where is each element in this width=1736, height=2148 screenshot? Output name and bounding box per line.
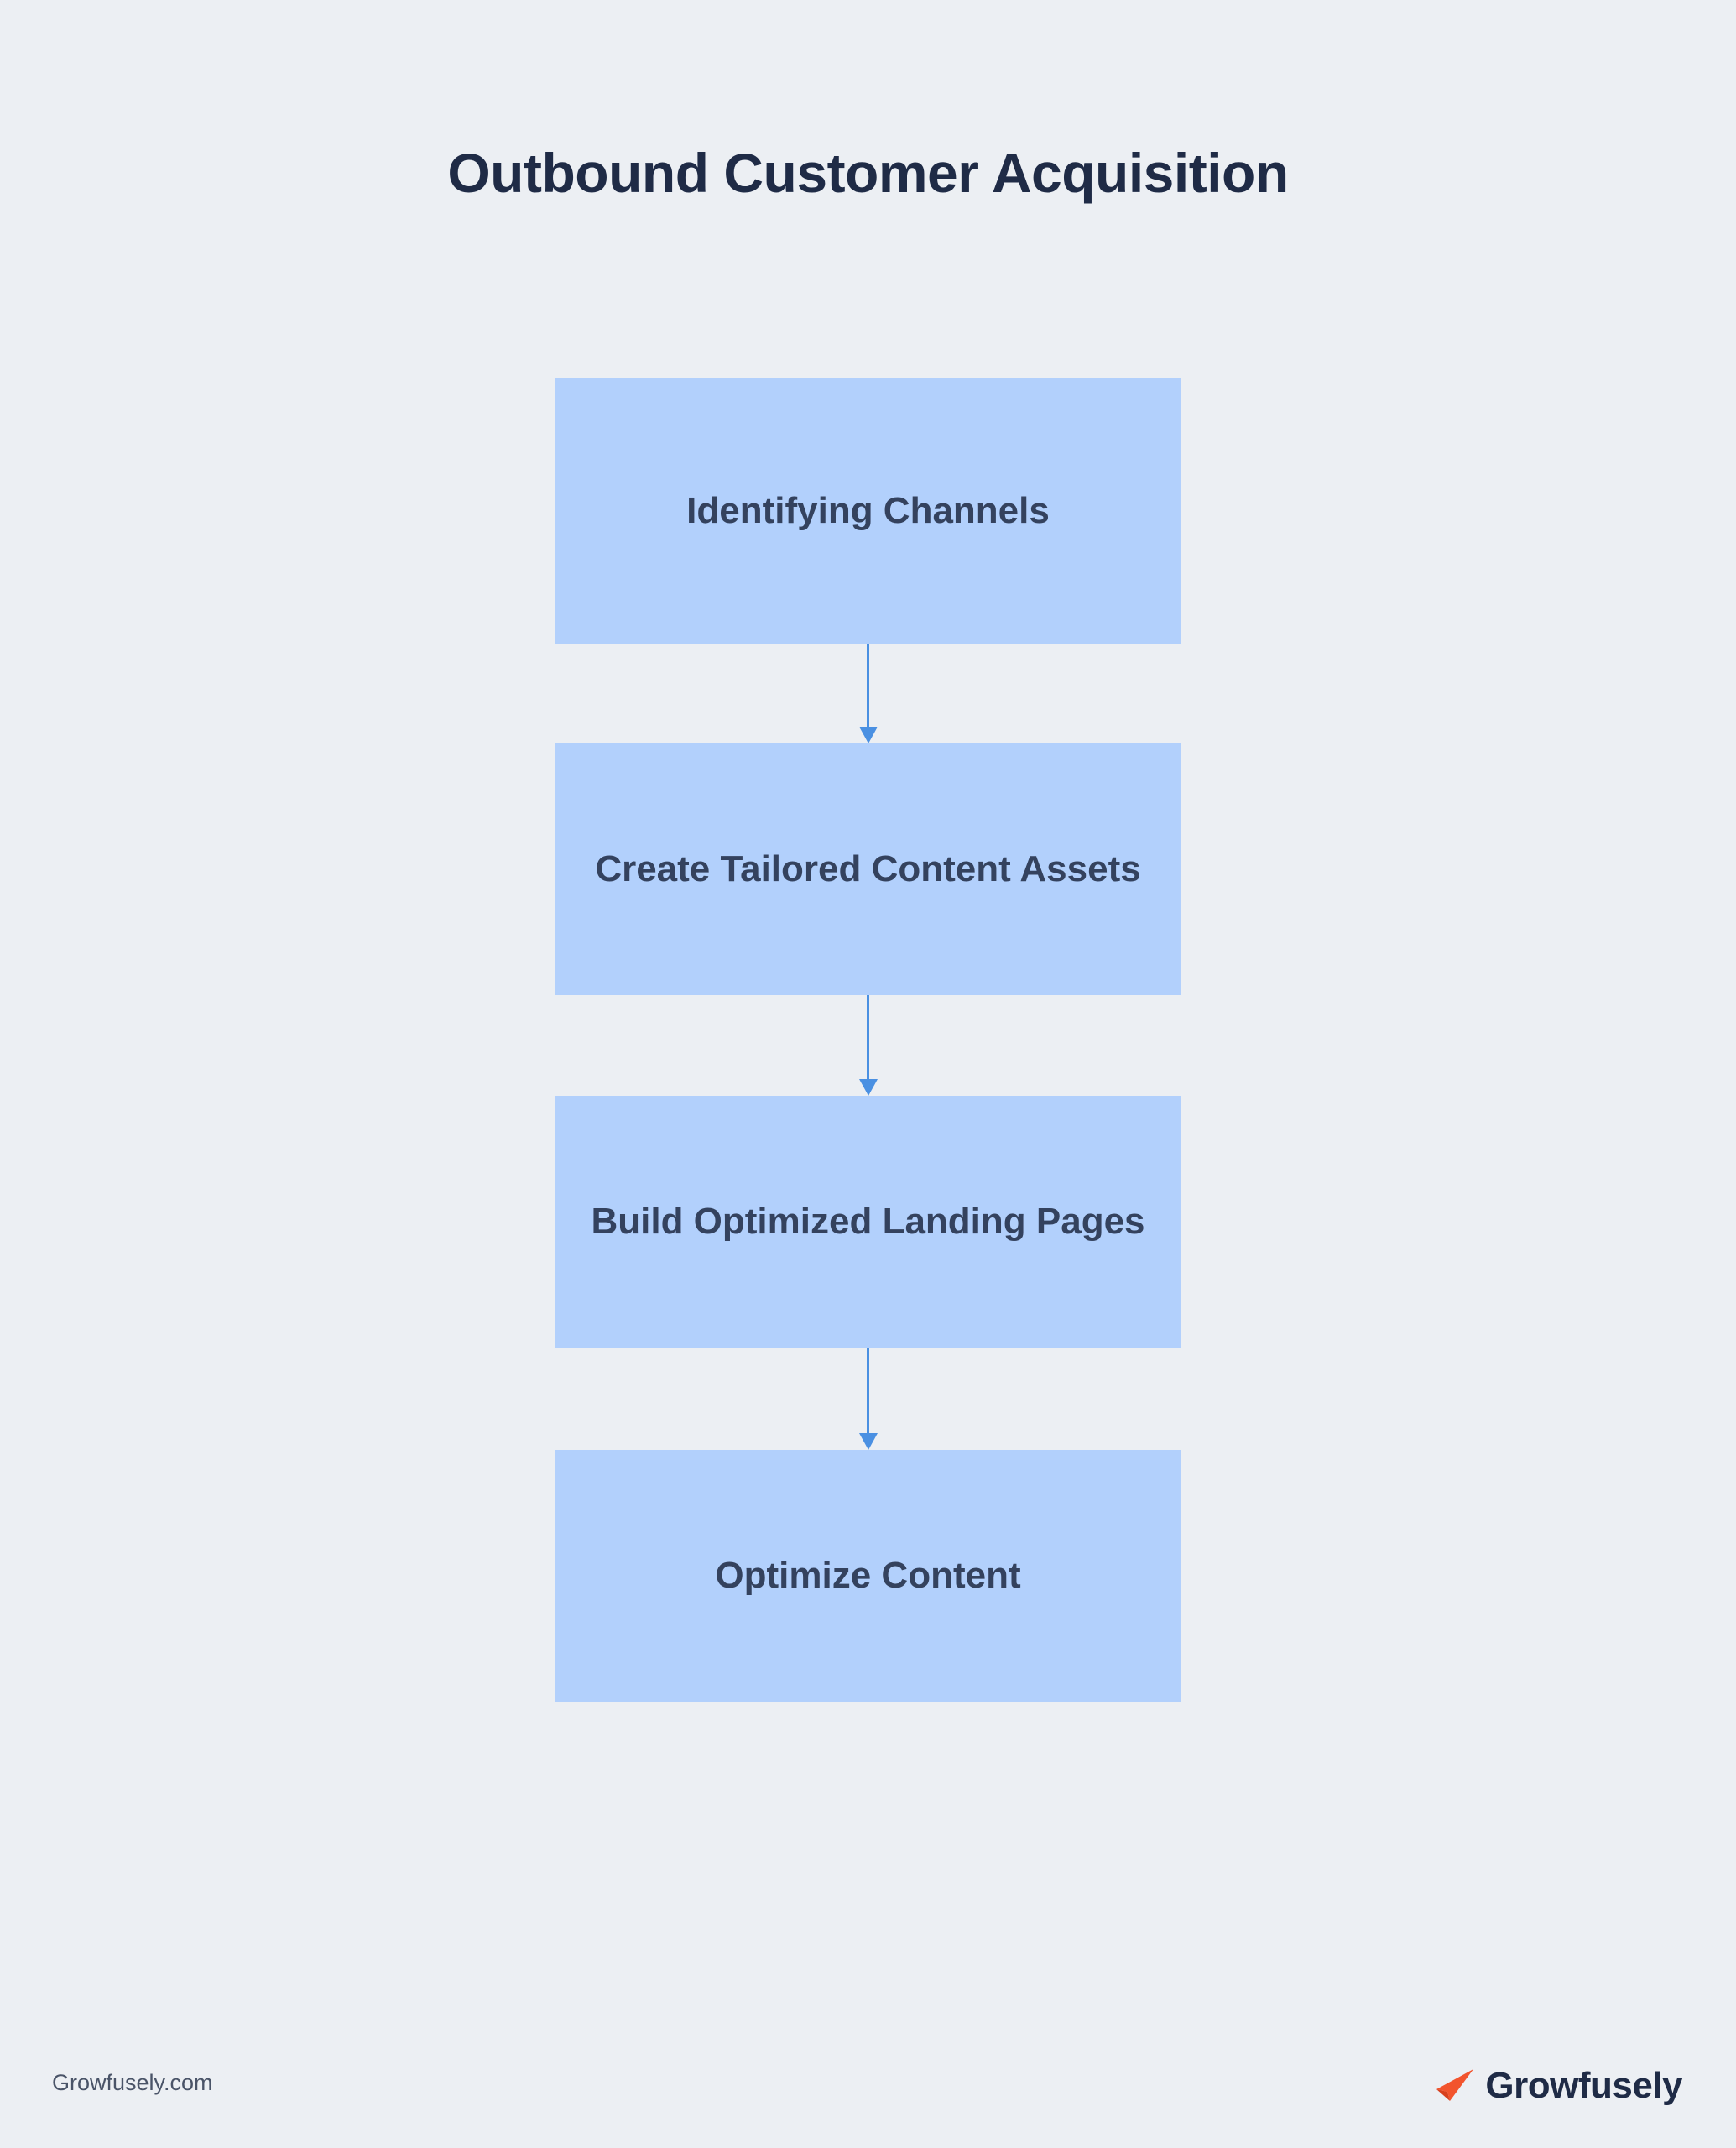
arrow-head-icon — [859, 727, 878, 743]
page-title: Outbound Customer Acquisition — [447, 142, 1289, 204]
paper-plane-icon — [1433, 2064, 1477, 2108]
arrow-line — [867, 995, 869, 1079]
flowchart — [555, 378, 1181, 1702]
flow-arrow — [867, 995, 870, 1096]
arrow-line — [867, 644, 869, 727]
flow-arrow — [867, 1348, 870, 1450]
flow-node: Build Optimized Landing Pages — [555, 1096, 1181, 1348]
footer-site-url: Growfusely.com — [52, 2070, 213, 2095]
arrow-head-icon — [859, 1079, 878, 1096]
flow-node: Create Tailored Content Assets — [555, 743, 1181, 995]
brand-logo — [1433, 2064, 1682, 2108]
arrow-line — [867, 1348, 869, 1433]
brand-name: Growfusely — [1485, 2065, 1682, 2106]
flow-node: Optimize Content — [555, 1450, 1181, 1702]
flow-arrow — [867, 644, 870, 743]
arrow-head-icon — [859, 1433, 878, 1450]
flow-node: Identifying Channels — [555, 378, 1181, 644]
